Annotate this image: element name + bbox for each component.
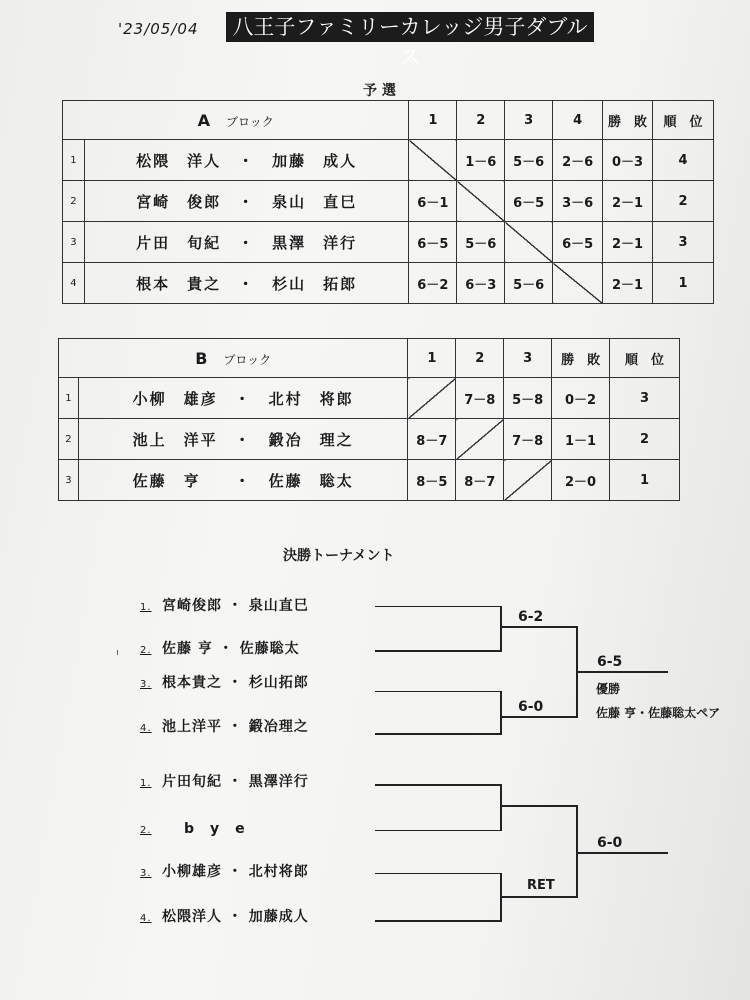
table-row [63,181,714,222]
row-number: 1 [63,140,85,181]
score-cell: 1－6 [457,140,505,181]
winner-label: 優勝 [596,682,621,696]
col-header: 勝 敗 [603,101,653,140]
col-header: 1 [409,101,457,140]
table-row [63,263,714,304]
bracket-entry: 1. 片田旬紀 ・ 黒澤洋行 [140,774,309,790]
win-loss: 2－1 [603,263,653,304]
col-header: 2 [456,339,504,378]
bracket-line [375,733,500,735]
bracket-line [576,852,668,854]
winner-names: 佐藤 亨・佐藤聡太ペア [596,706,721,720]
col-header: 勝 敗 [552,339,610,378]
win-loss: 1－1 [552,419,610,460]
row-number: 3 [63,222,85,263]
score-cell: 6－3 [457,263,505,304]
rank: 3 [653,222,714,263]
bracket-entry: 1. 宮崎俊郎 ・ 泉山直巳 [140,598,309,614]
bracket-line [375,873,500,874]
bracket-line [500,896,578,898]
bracket-line [375,606,500,607]
rank: 4 [653,140,714,181]
col-header: 1 [408,339,456,378]
win-loss: 2－1 [603,181,653,222]
score-cell: 8－5 [408,460,456,501]
bracket-entry: 3. 小柳雄彦 ・ 北村将郎 [140,864,309,880]
rank: 3 [610,378,680,419]
score-label: 6-0 [518,699,544,715]
pair-names: 片田 旬紀 ・ 黒澤 洋行 [84,222,408,263]
tournament-title: 決勝トーナメント [283,548,395,564]
bracket-entry: 2. b y e [140,821,246,837]
col-header: 2 [457,101,505,140]
score-cell: 5－6 [505,263,553,304]
score-cell: 5－8 [504,378,552,419]
bracket-line [576,671,668,673]
table-row [59,419,680,460]
bracket-line [500,716,578,718]
score-cell [505,222,553,263]
score-label: 6-0 [597,835,623,851]
block-b-table [58,338,680,501]
row-number: 1 [59,378,79,419]
col-header: 4 [553,101,603,140]
score-label: 6-5 [597,654,623,670]
bracket-entry: 2. 佐藤 亨 ・ 佐藤聡太 [140,641,300,657]
bracket-line [375,784,500,786]
prelim-title: 予 選 [363,83,396,99]
score-cell: 6－5 [505,181,553,222]
score-cell: 7－8 [504,419,552,460]
date: '23/05/04 [118,20,199,38]
pair-names: 根本 貴之 ・ 杉山 拓郎 [84,263,408,304]
score-cell: 5－6 [457,222,505,263]
score-cell: 6－1 [409,181,457,222]
win-loss: 0－3 [603,140,653,181]
row-number: 3 [59,460,79,501]
table-row [59,378,680,419]
score-cell: 8－7 [456,460,504,501]
score-cell: 2－6 [553,140,603,181]
bracket-entry: 4. 松隈洋人 ・ 加藤成人 [140,909,309,925]
col-header: 順 位 [653,101,714,140]
bracket-entry: 3. 根本貴之 ・ 杉山拓郎 [140,675,309,691]
bracket-line [375,830,500,831]
table-row [63,222,714,263]
score-cell: 3－6 [553,181,603,222]
score-cell: 6－5 [409,222,457,263]
row-number: 2 [63,181,85,222]
win-loss: 2－1 [603,222,653,263]
row-number: 4 [63,263,85,304]
score-cell [408,378,456,419]
bracket-line [500,626,578,628]
score-cell [456,419,504,460]
pair-names: 宮崎 俊郎 ・ 泉山 直巳 [84,181,408,222]
score-cell: 5－6 [505,140,553,181]
bracket-line [500,691,502,735]
bracket-entry: 4. 池上洋平 ・ 鍛冶理之 [140,719,309,735]
page-title: 八王子ファミリーカレッジ男子ダブルス [226,12,594,42]
score-cell [409,140,457,181]
score-cell: 6－2 [409,263,457,304]
bracket-line [375,650,500,652]
block-a-header: A ブロック [63,101,409,140]
score-cell: 8－7 [408,419,456,460]
score-cell: 7－8 [456,378,504,419]
score-cell: 6－5 [553,222,603,263]
pair-names: 小柳 雄彦 ・ 北村 将郎 [78,378,407,419]
score-cell [457,181,505,222]
win-loss: 2－0 [552,460,610,501]
table-row [59,460,680,501]
bracket-line [375,920,500,922]
bracket-line [375,691,500,692]
retire-label: RET [527,878,555,893]
block-b-header: B ブロック [59,339,408,378]
bracket-line [500,606,502,652]
col-header: 3 [505,101,553,140]
table-row [63,140,714,181]
rank: 1 [653,263,714,304]
rank: 2 [653,181,714,222]
rank: 2 [610,419,680,460]
rank: 1 [610,460,680,501]
score-label: 6-2 [518,609,544,625]
block-a-table [62,100,714,304]
pair-names: 池上 洋平 ・ 鍛冶 理之 [78,419,407,460]
bracket-line [500,805,578,807]
score-cell [504,460,552,501]
pen-mark [117,650,118,655]
row-number: 2 [59,419,79,460]
score-cell [553,263,603,304]
pair-names: 佐藤 亨 ・ 佐藤 聡太 [78,460,407,501]
bracket-line [500,784,502,831]
col-header: 順 位 [610,339,680,378]
pair-names: 松隈 洋人 ・ 加藤 成人 [84,140,408,181]
col-header: 3 [504,339,552,378]
win-loss: 0－2 [552,378,610,419]
